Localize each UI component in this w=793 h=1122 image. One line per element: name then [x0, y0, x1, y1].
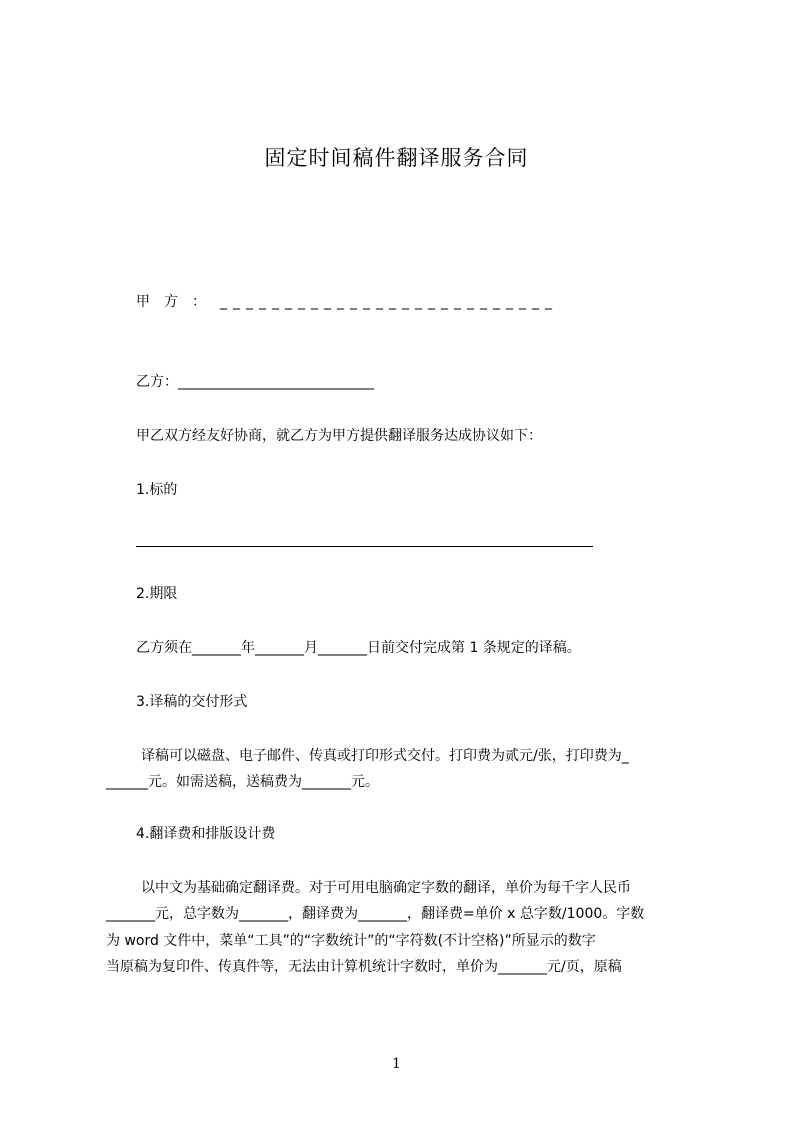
section-4-heading: 4.翻译费和排版设计费 — [136, 826, 276, 842]
section-1-heading: 1.标的 — [136, 482, 178, 498]
section-4-line-4: 当原稿为复印件、传真件等，无法由计算机统计字数时，单价为_______元/页，原稿 — [106, 959, 622, 975]
party-a-blank: __________________________ — [220, 294, 558, 310]
intro-paragraph: 甲乙双方经友好协商，就乙方为甲方提供翻译服务达成协议如下： — [136, 428, 542, 444]
document-title: 固定时间稿件翻译服务合同 — [264, 146, 529, 170]
party-a-line — [136, 292, 701, 312]
party-b-line: 乙方：____________________________ — [136, 374, 374, 390]
section-4-line-3: 为 word 文件中，菜单“工具”的“字数统计”的“字符数(不计空格)”所显示的数字 — [106, 933, 596, 949]
subject-blank-line — [136, 546, 593, 547]
party-a-label: 甲方： — [136, 294, 220, 310]
section-3-line-2: ______元。如需送稿，送稿费为_______元。 — [106, 774, 379, 790]
section-2-body: 乙方须在_______年_______月_______日前交付完成第 1 条规定的译稿。 — [136, 640, 581, 656]
page-number: 1 — [392, 1056, 401, 1072]
section-4-line-1: 以中文为基础确定翻译费。对于可用电脑确定字数的翻译，单价为每千字人民币 — [141, 880, 631, 896]
section-3-line-1: 译稿可以磁盘、电子邮件、传真或打印形式交付。打印费为贰元/张，打印费为_ — [141, 748, 629, 764]
section-3-heading: 3.译稿的交付形式 — [136, 694, 248, 710]
section-4-line-2: _______元，总字数为_______，翻译费为_______，翻译费=单价 x 总字数/1000。字数 — [106, 906, 645, 922]
section-2-heading: 2.期限 — [136, 586, 178, 602]
